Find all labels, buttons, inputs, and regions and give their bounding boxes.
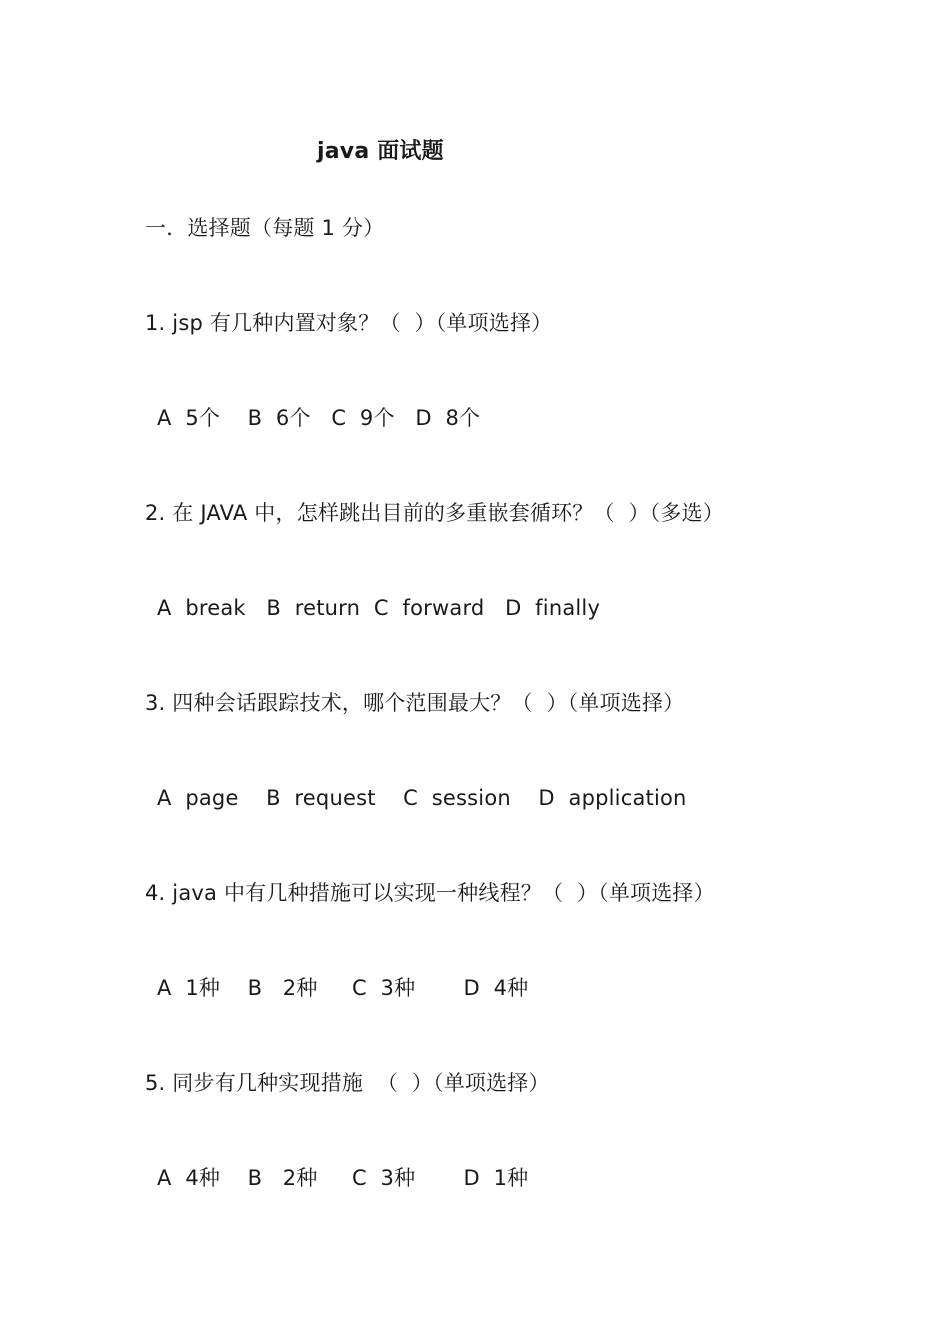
question-3: 3. 四种会话跟踪技术，哪个范围最大？（ ）（单项选择）: [145, 691, 685, 715]
document-title: java 面试题: [317, 139, 444, 164]
question-2-options: A break B return C forward D finally: [157, 596, 601, 620]
question-3-options: A page B request C session D application: [157, 786, 687, 810]
question-4-options: A 1种 B 2种 C 3种 D 4种: [157, 976, 529, 1000]
question-1-options: A 5个 B 6个 C 9个 D 8个: [157, 406, 481, 430]
question-4: 4. java 中有几种措施可以实现一种线程？（ ）（单项选择）: [145, 881, 715, 905]
section-heading: 一．选择题（每题 1 分）: [145, 216, 385, 240]
question-2: 2. 在 JAVA 中，怎样跳出目前的多重嵌套循环？（ ）（多选）: [145, 501, 724, 525]
question-5-options: A 4种 B 2种 C 3种 D 1种: [157, 1166, 529, 1190]
question-1: 1. jsp 有几种内置对象？（ ）（单项选择）: [145, 311, 553, 335]
question-5: 5. 同步有几种实现措施 （ ）（单项选择）: [145, 1071, 550, 1095]
